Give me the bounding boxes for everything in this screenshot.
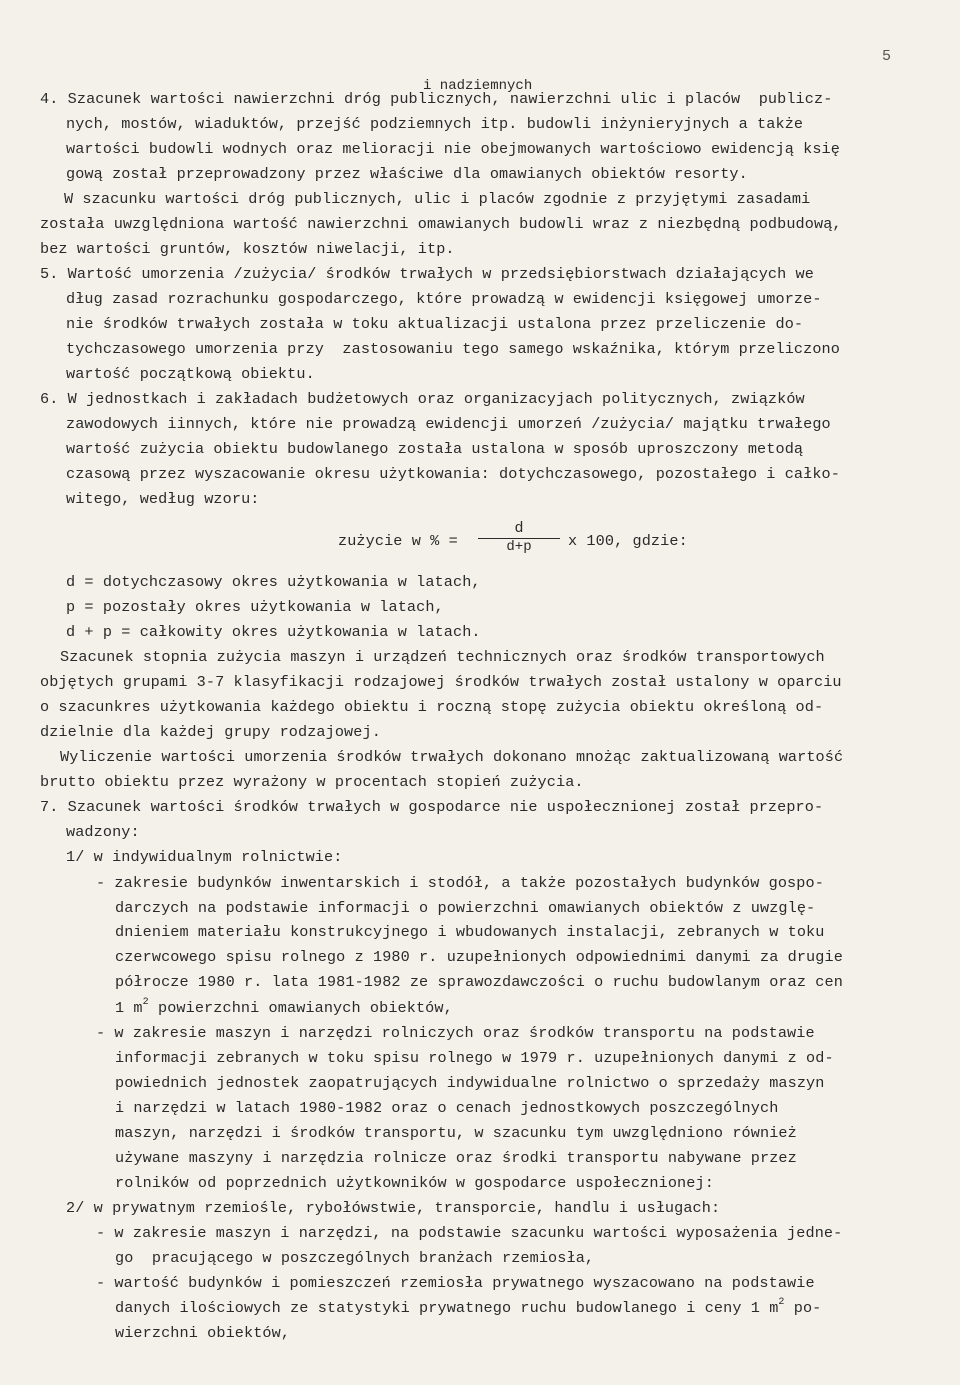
- superscript: 2: [778, 1297, 785, 1308]
- formula-denominator: d+p: [506, 539, 532, 555]
- text-line: czasową przez wyszacowanie okresu użytkowania: dotychczasowego, pozostałego i całko-: [66, 465, 840, 483]
- text-line: nych, mostów, wiaduktów, przejść podziemnych itp. budowli inżynieryjnych a także: [66, 115, 804, 133]
- formula-numerator: d: [514, 520, 524, 537]
- text-line: informacji zebranych w toku spisu rolnego w 1979 r. uzupełnionych danymi z od-: [115, 1049, 834, 1067]
- formula-right: x 100, gdzie:: [568, 532, 688, 550]
- text-line: - w zakresie maszyn i narzędzi rolniczych oraz środków transportu na podstawie: [96, 1024, 815, 1042]
- text-line: 7. Szacunek wartości środków trwałych w gospodarce nie uspołecznionej został przepro-: [40, 798, 824, 816]
- text-line: wartość początkową obiektu.: [66, 365, 315, 383]
- text-line: brutto obiektu przez wyrażony w procentach stopień zużycia.: [40, 773, 584, 791]
- text-span: 1 m: [115, 999, 143, 1017]
- page-number: 5: [882, 48, 892, 65]
- text-line: wierzchni obiektów,: [115, 1324, 291, 1342]
- text-line: gową został przeprowadzony przez właściwe dla omawianych obiektów resorty.: [66, 165, 748, 183]
- text-line: [115, 998, 453, 1018]
- text-line: witego, według wzoru:: [66, 490, 260, 508]
- superscript: 2: [142, 997, 149, 1008]
- text-line: - wartość budynków i pomieszczeń rzemiosła prywatnego wyszacowano na podstawie: [96, 1274, 815, 1292]
- text-span: po-: [784, 1299, 822, 1317]
- text-line: 2/ w prywatnym rzemiośle, rybołówstwie, transporcie, handlu i usługach:: [66, 1199, 721, 1217]
- text-line: 6. W jednostkach i zakładach budżetowych oraz organizacyjach politycznych, związków: [40, 390, 805, 408]
- text-line: d = dotychczasowy okres użytkowania w latach,: [66, 573, 481, 591]
- text-line: dzielnie dla każdej grupy rodzajowej.: [40, 723, 381, 741]
- text-line: rolników od poprzednich użytkowników w gospodarce uspołecznionej:: [115, 1174, 714, 1192]
- text-line: wadzony:: [66, 823, 140, 841]
- inserted-correction: i nadziemnych: [423, 78, 533, 94]
- text-line: Wyliczenie wartości umorzenia środków trwałych dokonano mnożąc zaktualizowaną wartość: [60, 748, 844, 766]
- text-line: objętych grupami 3-7 klasyfikacji rodzajowej środków trwałych został ustalony w oparciu: [40, 673, 842, 691]
- text-line: [115, 1298, 821, 1318]
- text-span: powierzchni omawianych obiektów,: [148, 999, 453, 1017]
- text-line: 5. Wartość umorzenia /zużycia/ środków trwałych w przedsiębiorstwach działających we: [40, 265, 814, 283]
- text-line: bez wartości gruntów, kosztów niwelacji, itp.: [40, 240, 455, 258]
- text-line: nie środków trwałych została w toku aktualizacji ustalona przez przeliczenie do-: [66, 315, 804, 333]
- text-line: 4. Szacunek wartości nawierzchni dróg publicznych, nawierzchni ulic i placów publicz-: [40, 90, 833, 108]
- text-line: zawodowych iinnych, które nie prowadzą ewidencji umorzeń /zużycia/ majątku trwałego: [66, 415, 831, 433]
- text-span: danych ilościowych ze statystyki prywatnego ruchu budowlanego i ceny 1 m: [115, 1299, 779, 1317]
- text-line: p = pozostały okres użytkowania w latach,: [66, 598, 444, 616]
- text-line: i narzędzi w latach 1980-1982 oraz o cenach jednostkowych poszczególnych: [115, 1099, 779, 1117]
- text-line: używane maszyny i narzędzia rolnicze oraz środki transportu nabywane przez: [115, 1149, 797, 1167]
- text-line: 1/ w indywidualnym rolnictwie:: [66, 848, 343, 866]
- text-line: d + p = całkowity okres użytkowania w latach.: [66, 623, 481, 641]
- text-line: darczych na podstawie informacji o powierzchni omawianych obiektów z uwzglę-: [115, 899, 816, 917]
- text-line: powiednich jednostek zaopatrujących indywidualne rolnictwo o sprzedaży maszyn: [115, 1074, 825, 1092]
- text-line: dług zasad rozrachunku gospodarczego, które prowadzą w ewidencji księgowej umorze-: [66, 290, 822, 308]
- text-line: go pracującego w poszczególnych branżach rzemiosła,: [115, 1249, 595, 1267]
- text-line: wartości budowli wodnych oraz melioracji nie obejmowanych wartościowo ewidencją księ: [66, 140, 840, 158]
- formula-fraction: [478, 521, 560, 554]
- text-line: tychczasowego umorzenia przy zastosowaniu tego samego wskaźnika, którym przeliczono: [66, 340, 840, 358]
- text-line: została uwzględniona wartość nawierzchni omawianych budowli wraz z niezbędną podbudową,: [40, 215, 842, 233]
- text-line: - zakresie budynków inwentarskich i stodół, a także pozostałych budynków gospo-: [96, 874, 824, 892]
- text-line: Szacunek stopnia zużycia maszyn i urządzeń technicznych oraz środków transportowych: [60, 648, 825, 666]
- formula-left: zużycie w % =: [338, 532, 458, 550]
- text-line: wartość zużycia obiektu budowlanego została ustalona w sposób uproszczony metodą: [66, 440, 804, 458]
- text-line: - w zakresie maszyn i narzędzi, na podstawie szacunku wartości wyposażenia jedne-: [96, 1224, 843, 1242]
- text-line: o szacunkres użytkowania każdego obiektu i roczną stopę zużycia obiektu określoną od-: [40, 698, 824, 716]
- text-line: czerwcowego spisu rolnego z 1980 r. uzupełnionych odpowiednimi danymi za drugie: [115, 948, 843, 966]
- text-line: maszyn, narzędzi i środków transportu, w szacunku tym uwzględniono również: [115, 1124, 797, 1142]
- text-line: dnieniem materiału konstrukcyjnego i wbudowanych instalacji, zebranych w toku: [115, 923, 825, 941]
- text-line: półrocze 1980 r. lata 1981-1982 ze sprawozdawczości o ruchu budowlanym oraz cen: [115, 973, 843, 991]
- text-line: W szacunku wartości dróg publicznych, ulic i placów zgodnie z przyjętymi zasadami: [64, 190, 811, 208]
